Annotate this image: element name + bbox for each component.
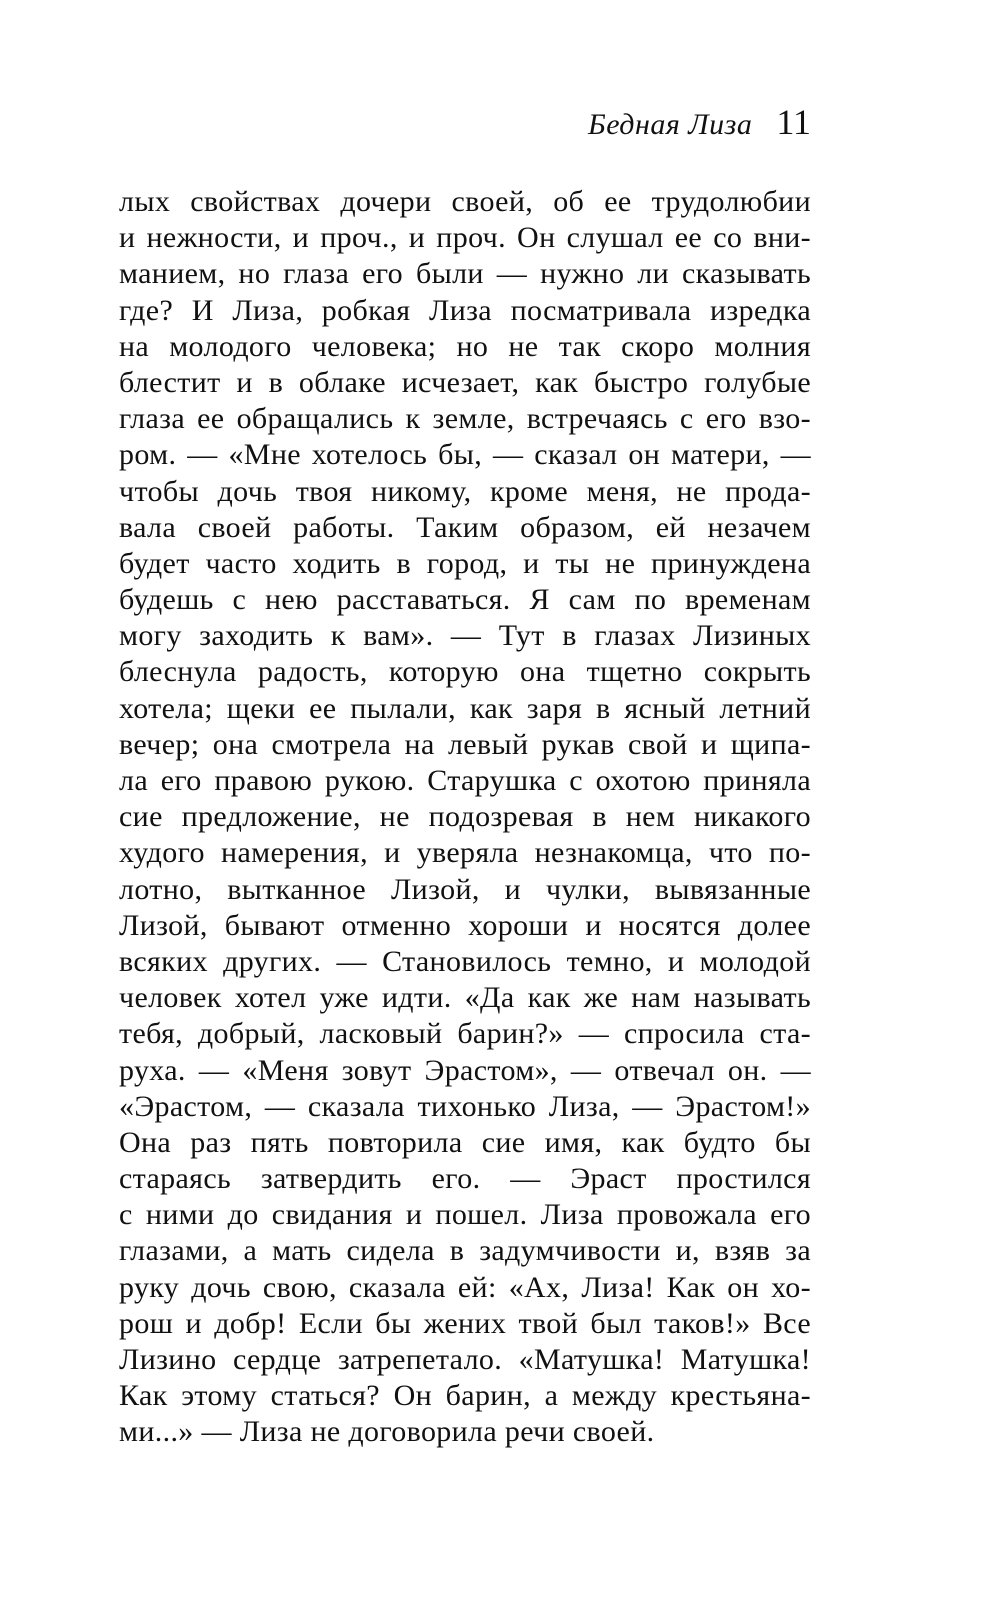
text-line: ми...» — Лиза не договорила речи своей. <box>119 1415 655 1449</box>
text-line: и нежности, и проч., и проч. Он слушал ее со вни- <box>119 221 811 255</box>
text-line: рош и добр! Если бы жених твой был таков!» Все <box>119 1306 811 1340</box>
text-line: «Эрастом, — сказала тихонько Лиза, — Эрастом!» <box>119 1089 811 1123</box>
text-line: ром. — «Мне хотелось бы, — сказал он матери, — <box>119 438 811 472</box>
text-line: на молодого человека; но не так скоро молния <box>119 329 811 363</box>
text-line: лотно, вытканное Лизой, и чулки, вывязанные <box>119 872 811 906</box>
text-line: Лизой, бывают отменно хороши и носятся долее <box>119 908 811 942</box>
text-line: глазами, а мать сидела в задумчивости и, взяв за <box>119 1234 811 1268</box>
text-line: где? И Лиза, робкая Лиза посматривала изредка <box>119 293 811 327</box>
text-line: блеснула радость, которую она тщетно сокрыть <box>119 655 811 689</box>
text-line: будет часто ходить в город, и ты не принуждена <box>119 546 811 580</box>
running-header <box>119 104 811 140</box>
text-line: стараясь затвердить его. — Эраст простился <box>119 1162 811 1196</box>
text-line: вала своей работы. Таким образом, ей незачем <box>119 510 811 544</box>
page-number: 11 <box>776 102 811 142</box>
text-line: всяких других. — Становилось темно, и молодой <box>119 944 811 978</box>
text-line: руха. — «Меня зовут Эрастом», — отвечал он. — <box>119 1053 811 1087</box>
text-line: Она раз пять повторила сие имя, как будто бы <box>119 1125 811 1159</box>
text-line: Как этому статься? Он барин, а между крестьяна- <box>119 1379 811 1413</box>
text-line: хотела; щеки ее пылали, как заря в ясный летний <box>119 691 811 725</box>
text-line: вечер; она смотрела на левый рукав свой и щипа- <box>119 727 811 761</box>
text-line: манием, но глаза его были — нужно ли сказывать <box>119 257 811 291</box>
text-line: глаза ее обращались к земле, встречаясь с его взо- <box>119 402 811 436</box>
text-line: будешь с нею расставаться. Я сам по временам <box>119 583 811 617</box>
body-text <box>119 184 811 1451</box>
text-line: ла его правою рукою. Старушка с охотою приняла <box>119 764 811 797</box>
text-line: блестит и в облаке исчезает, как быстро голубые <box>119 365 811 399</box>
text-line: Лизино сердце затрепетало. «Матушка! Матушка! <box>119 1343 811 1376</box>
text-line: человек хотел уже идти. «Да как же нам называть <box>119 981 811 1015</box>
text-line: тебя, добрый, ласковый барин?» — спросила ста- <box>119 1017 811 1051</box>
text-line: с ними до свидания и пошел. Лиза провожала его <box>119 1198 811 1232</box>
text-line: чтобы дочь твоя никому, кроме меня, не прода- <box>119 474 811 508</box>
text-line: худого намерения, и уверяла незнакомца, что по- <box>119 836 811 870</box>
running-title: Бедная Лиза <box>588 108 753 141</box>
text-line: могу заходить к вам». — Тут в глазах Лизиных <box>119 619 811 653</box>
text-line: лых свойствах дочери своей, об ее трудолюбии <box>119 185 811 218</box>
text-line: руку дочь свою, сказала ей: «Ах, Лиза! Как он хо- <box>119 1270 811 1304</box>
text-line: сие предложение, не подозревая в нем никакого <box>119 800 811 834</box>
